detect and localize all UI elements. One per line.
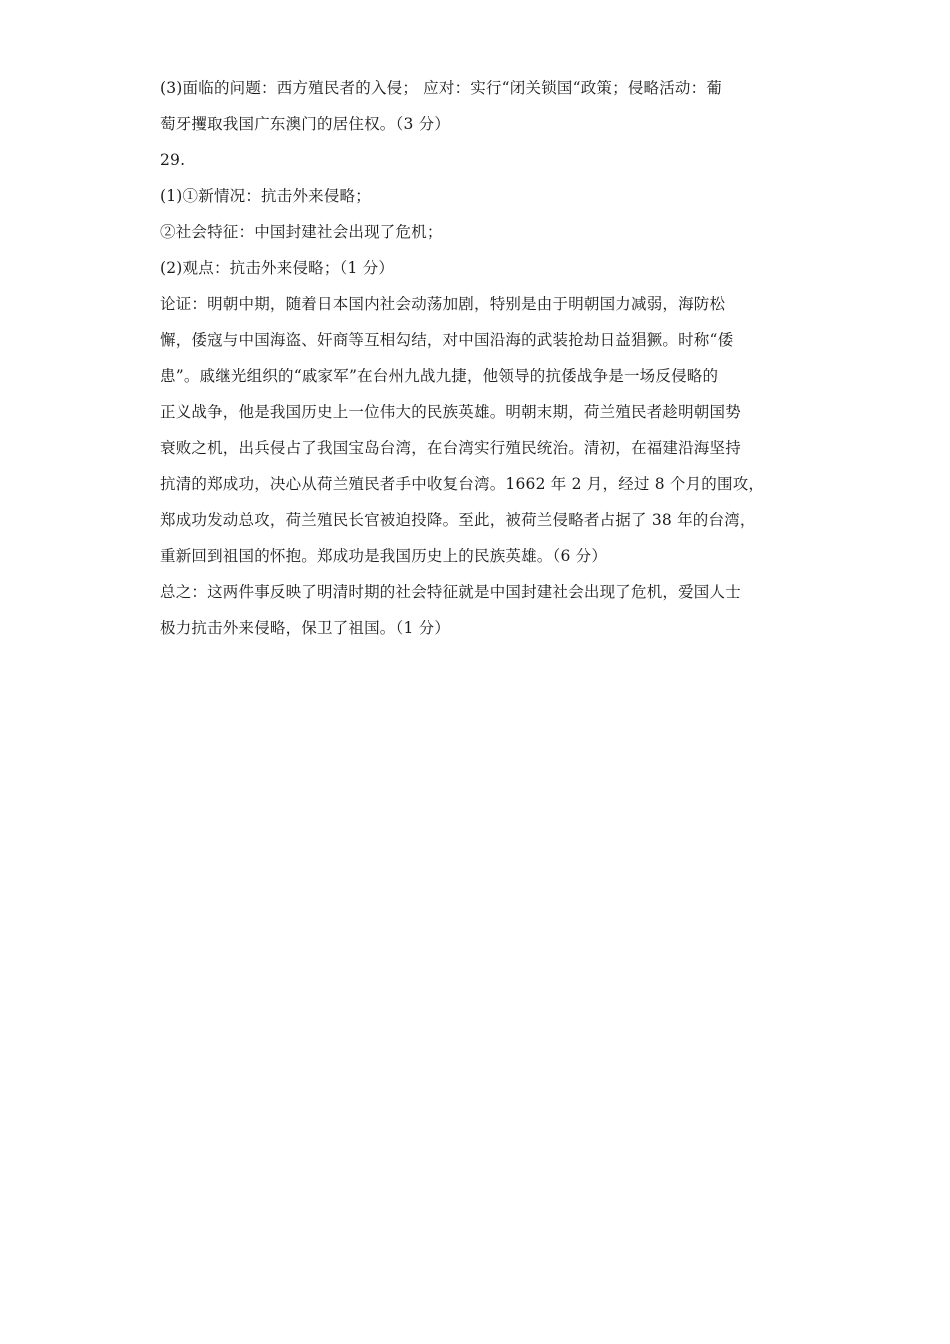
answer-document	[160, 70, 790, 646]
answer-29-2-viewpoint: (2)观点：抗击外来侵略；（1 分）	[160, 259, 395, 277]
conclusion-line-1: 总之：这两件事反映了明清时期的社会特征就是中国封建社会出现了危机，爱国人士	[160, 583, 741, 601]
argument-line-8: 重新回到祖国的怀抱。郑成功是我国历史上的民族英雄。（6 分）	[160, 547, 608, 565]
argument-line-5: 衰败之机，出兵侵占了我国宝岛台湾，在台湾实行殖民统治。清初，在福建沿海坚持	[160, 439, 741, 457]
argument-line-3: 患”。戚继光组织的“戚家军”在台州九战九捷，他领导的抗倭战争是一场反侵略的	[160, 367, 719, 385]
conclusion-line-2: 极力抗击外来侵略，保卫了祖国。（1 分）	[160, 619, 451, 637]
argument-line-6: 抗清的郑成功，决心从荷兰殖民者手中收复台湾。1662 年 2 月，经过 8 个月的围攻，	[160, 475, 765, 493]
question-29-number: 29.	[160, 151, 186, 169]
argument-line-1: 论证：明朝中期，随着日本国内社会动荡加剧，特别是由于明朝国力减弱，海防松	[160, 295, 726, 313]
argument-line-4: 正义战争，他是我国历史上一位伟大的民族英雄。明朝末期，荷兰殖民者趁明朝国势	[160, 403, 741, 421]
answer-3-line-2: 萄牙攫取我国广东澳门的居住权。（3 分）	[160, 115, 451, 133]
answer-3-line-1: (3)面临的问题：西方殖民者的入侵； 应对：实行“闭关锁国“政策；侵略活动：葡	[160, 79, 723, 97]
argument-line-7: 郑成功发动总攻，荷兰殖民长官被迫投降。至此，被荷兰侵略者占据了 38 年的台湾，	[160, 511, 756, 529]
answer-29-1-social-feature: ②社会特征：中国封建社会出现了危机；	[160, 223, 443, 241]
argument-line-2: 懈，倭寇与中国海盗、奸商等互相勾结，对中国沿海的武装抢劫日益猖獗。时称“倭	[160, 331, 734, 349]
answer-29-1-new-situation: (1)①新情况：抗击外来侵略；	[160, 187, 371, 205]
